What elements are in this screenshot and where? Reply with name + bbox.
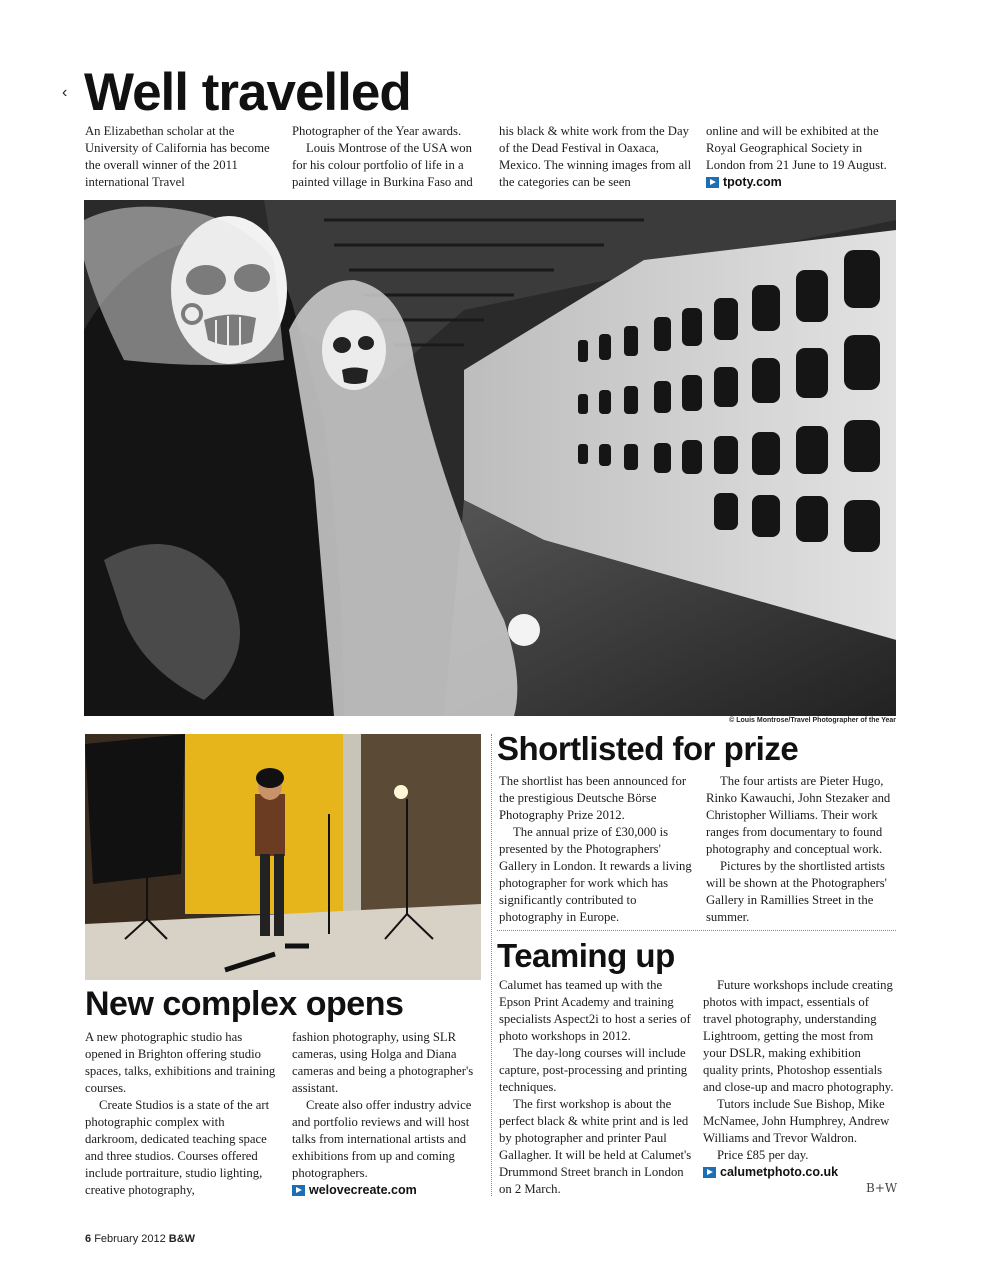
page-footer bbox=[85, 1233, 195, 1245]
bw-end-mark: B+W bbox=[866, 1181, 898, 1195]
day-of-the-dead-photo bbox=[84, 200, 896, 716]
play-arrow-icon bbox=[292, 1185, 305, 1196]
teaming-up-col2-para-c: Price £85 per day. bbox=[717, 1148, 809, 1162]
well-travelled-col-4 bbox=[706, 123, 898, 191]
teaming-up-col1-para-a: Calumet has teamed up with the Epson Print Academy and training specialists Aspect2i to host a series of photo workshops in 2012. bbox=[499, 978, 691, 1043]
issue-date: February 2012 bbox=[94, 1233, 166, 1245]
create-studios-photo bbox=[85, 734, 481, 980]
teaming-up-col-1 bbox=[499, 977, 694, 1198]
tpoty-link[interactable] bbox=[706, 174, 898, 191]
shortlisted-col1-para-b: The annual prize of £30,000 is presented by the Photographers' Gallery in London. It rewards a living photographer for work which has significantly contributed to photography in Europe. bbox=[499, 825, 692, 924]
new-complex-col1-para-b: Create Studios is a state of the art photographic complex with darkroom, dedicated teaching space and three studios. Courses offered include portraiture, studio lighting, creative photography, bbox=[85, 1098, 270, 1197]
magazine-name: B&W bbox=[168, 1233, 196, 1245]
teaming-up-col1-para-b: The day-long courses will include capture, post-processing and printing techniques. bbox=[499, 1046, 688, 1094]
teaming-up-col2-para-b: Tutors include Sue Bishop, Mike McNamee, John Humphrey, Andrew Williams and Trevor Waldron. bbox=[703, 1097, 890, 1145]
new-complex-col1-para-a: A new photographic studio has opened in Brighton offering studio spaces, talks, exhibitions and training courses. bbox=[85, 1030, 276, 1095]
well-travelled-col3-text: his black & white work from the Day of the Dead Festival in Oaxaca, Mexico. The winning images from all the categories can be seen bbox=[499, 124, 692, 189]
section-divider bbox=[497, 930, 896, 931]
new-complex-title: New complex opens bbox=[85, 985, 404, 1023]
play-arrow-icon bbox=[706, 177, 719, 188]
well-travelled-col1-text: An Elizabethan scholar at the University of California has become the overall winner of the 2011 international Travel bbox=[85, 124, 270, 189]
teaming-up-col-2 bbox=[703, 977, 898, 1181]
welovecreate-link-text[interactable]: welovecreate.com bbox=[309, 1183, 417, 1197]
well-travelled-col-2 bbox=[292, 123, 487, 191]
new-complex-col-1 bbox=[85, 1029, 277, 1199]
shortlisted-col1-para-a: The shortlist has been announced for the prestigious Deutsche Börse Photography Prize 2012. bbox=[499, 774, 687, 822]
well-travelled-col2-para-b: Louis Montrose of the USA won for his colour portfolio of life in a painted village in Burkina Faso and bbox=[292, 141, 473, 189]
photo-credit: © Louis Montrose/Travel Photographer of the Year bbox=[729, 717, 896, 724]
shortlisted-col-1 bbox=[499, 773, 694, 926]
shortlisted-title: Shortlisted for prize bbox=[497, 730, 799, 767]
play-arrow-icon bbox=[703, 1167, 716, 1178]
shortlisted-col2-para-a: The four artists are Pieter Hugo, Rinko Kawauchi, John Stezaker and Christopher Williams. Their work ranges from documentary to found photography and conceptual work. bbox=[706, 774, 891, 856]
tpoty-link-text[interactable]: tpoty.com bbox=[723, 175, 782, 189]
well-travelled-col-1 bbox=[85, 123, 275, 191]
new-complex-col2-para-a: fashion photography, using SLR cameras, using Holga and Diana cameras and being a photographer's assistant. bbox=[292, 1030, 474, 1095]
well-travelled-title: Well travelled bbox=[84, 63, 411, 122]
shortlisted-col-2 bbox=[706, 773, 898, 926]
column-divider bbox=[491, 734, 492, 1196]
new-complex-col2-para-b: Create also offer industry advice and portfolio reviews and will host talks from international artists and exhibitions from up and coming photographers. bbox=[292, 1098, 472, 1180]
calumetphoto-link-text[interactable]: calumetphoto.co.uk bbox=[720, 1165, 839, 1179]
teaming-up-col1-para-c: The first workshop is about the perfect black & white print and is led by photographer and printer Paul Gallagher. It will be held at Calumet's Drummond Street branch in London on 2 March. bbox=[499, 1097, 692, 1196]
page-number: 6 bbox=[85, 1233, 92, 1245]
welovecreate-link[interactable] bbox=[292, 1182, 484, 1199]
teaming-up-title: Teaming up bbox=[497, 937, 675, 974]
shortlisted-col2-para-b: Pictures by the shortlisted artists will be shown at the Photographers' Gallery in Ramillies Street in the summer. bbox=[706, 859, 887, 924]
back-arrow-icon[interactable]: ‹ bbox=[62, 84, 68, 101]
calumetphoto-link[interactable] bbox=[703, 1164, 898, 1181]
well-travelled-col4-text: online and will be exhibited at the Royal Geographical Society in London from 21 June to 19 August. bbox=[706, 124, 887, 172]
well-travelled-col2-para-a: Photographer of the Year awards. bbox=[292, 124, 462, 138]
new-complex-col-2 bbox=[292, 1029, 484, 1199]
well-travelled-col-3 bbox=[499, 123, 694, 191]
teaming-up-col2-para-a: Future workshops include creating photos with impact, essentials of travel photography, understanding Lightroom, getting the most from your DSLR, making exhibition quality prints, Photoshop essentials and close-up and macro photography. bbox=[703, 978, 894, 1094]
